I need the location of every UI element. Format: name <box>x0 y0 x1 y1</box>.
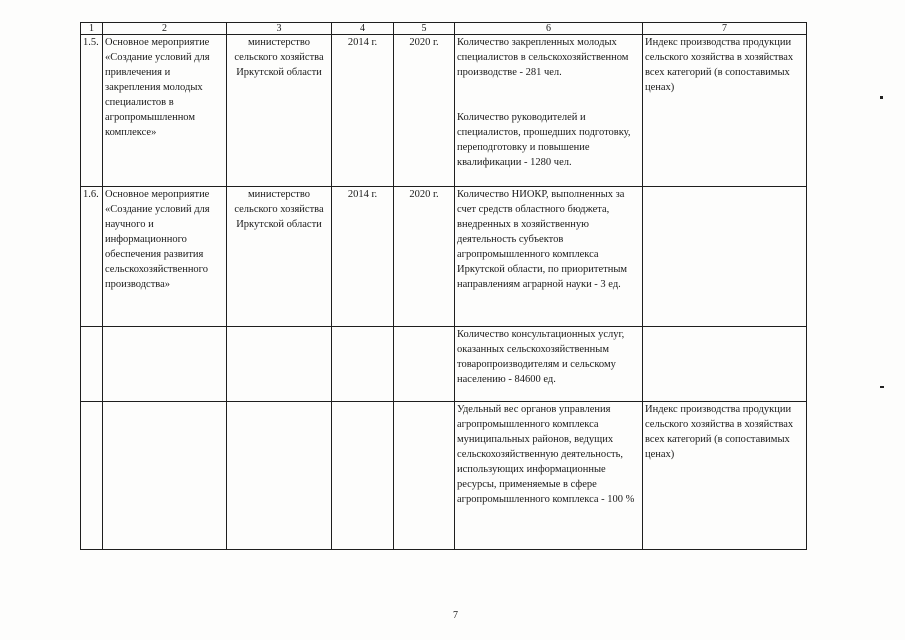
expected-result: Количество НИОКР, выполненных за счет средств областного бюджета, внедренных в хозяйственную деятельность субъектов агропромышленного комплекса Иркутской области, по приоритетным направлениям аграрной науки - 3 ед. <box>455 187 643 327</box>
column-number: 6 <box>455 23 643 35</box>
column-number-row <box>81 23 807 35</box>
expected-result: Удельный вес органов управления агропромышленного комплекса муниципальных районов, ведущих сельскохозяйственную деятельность, использующих информационные ресурсы, применяемые в сфере агропромышленного комплекса - 100 % <box>455 402 643 550</box>
scan-speck <box>880 386 884 388</box>
column-number: 4 <box>332 23 394 35</box>
target-indicator <box>643 187 807 327</box>
activity-name: Основное мероприятие «Создание условий для привлечения и закрепления молодых специалистов в агропромышленном комплексе» <box>103 35 227 187</box>
result-cell <box>455 35 643 187</box>
table-row <box>81 35 807 187</box>
table-row <box>81 402 807 550</box>
column-number: 5 <box>394 23 455 35</box>
column-number: 2 <box>103 23 227 35</box>
row-number: 1.6. <box>81 187 103 327</box>
page-number: 7 <box>453 610 458 621</box>
start-year: 2014 г. <box>332 35 394 187</box>
target-indicator: Индекс производства продукции сельского хозяйства в хозяйствах всех категорий (в сопоставимых ценах) <box>643 402 807 550</box>
expected-result: Количество закрепленных молодых специалистов в сельскохозяйственном производстве - 281 чел. <box>457 37 629 78</box>
end-year: 2020 г. <box>394 35 455 187</box>
scan-speck <box>880 96 883 99</box>
activities-table <box>80 22 807 550</box>
column-number: 3 <box>227 23 332 35</box>
table-row <box>81 327 807 402</box>
table-row <box>81 187 807 327</box>
start-year: 2014 г. <box>332 187 394 327</box>
expected-result: Количество консультационных услуг, оказанных сельскохозяйственным товаропроизводителям и сельскому населению - 84600 ед. <box>455 327 643 402</box>
row-number: 1.5. <box>81 35 103 187</box>
activity-name: Основное мероприятие «Создание условий для научного и информационного обеспечения развития сельскохозяйственного производства» <box>103 187 227 327</box>
executor: министерство сельского хозяйства Иркутской области <box>227 187 332 327</box>
column-number: 1 <box>81 23 103 35</box>
target-indicator: Индекс производства продукции сельского хозяйства в хозяйствах всех категорий (в сопоставимых ценах) <box>643 35 807 187</box>
executor: министерство сельского хозяйства Иркутской области <box>227 35 332 187</box>
expected-result: Количество руководителей и специалистов, прошедших подготовку, переподготовку и повышение квалификации - 1280 чел. <box>457 112 631 168</box>
end-year: 2020 г. <box>394 187 455 327</box>
column-number: 7 <box>643 23 807 35</box>
